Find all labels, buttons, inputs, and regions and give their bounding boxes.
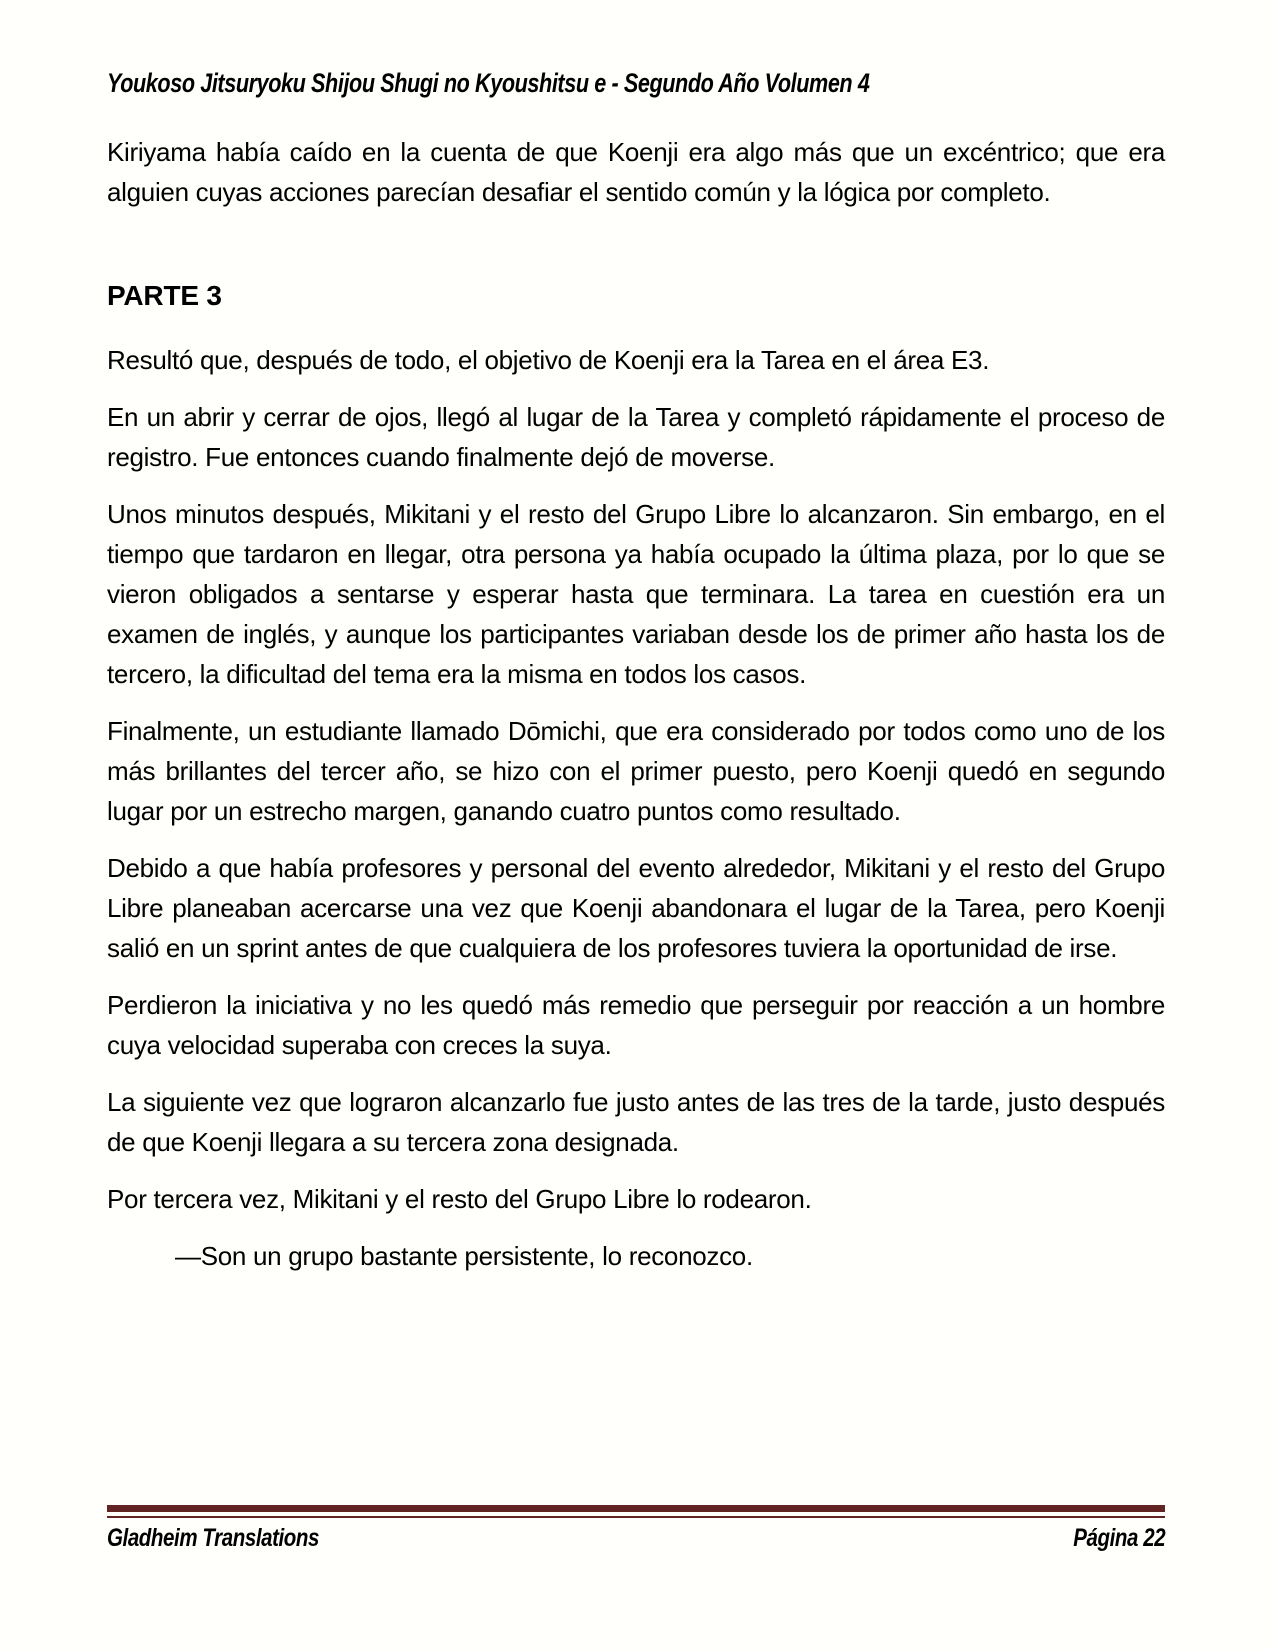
paragraph: Resultó que, después de todo, el objetivo de Koenji era la Tarea en el área E3. (107, 345, 990, 375)
dialogue-line: —Son un grupo bastante persistente, lo reconozco. (175, 1241, 753, 1271)
paragraph: Debido a que había profesores y personal del evento alrededor, Mikitani y el resto del Grupo Libre planeaban acercarse una vez que Koenji abandonara el lugar de la Tarea, pero Koenji salió en un sprint antes de que cualquiera de los profesores tuviera la oportunidad de irse. (107, 853, 1165, 963)
paragraph: Por tercera vez, Mikitani y el resto del Grupo Libre lo rodearon. (107, 1184, 812, 1214)
footer-page-number: Página 22 (1072, 1524, 1165, 1552)
page-footer (107, 1524, 1165, 1553)
paragraph: Unos minutos después, Mikitani y el resto del Grupo Libre lo alcanzaron. Sin embargo, en el tiempo que tardaron en llegar, otra persona ya había ocupado la última plaza, por lo que se vieron obligados a sentarse y esperar hasta que terminara. La tarea en cuestión era un examen de inglés, y aunque los participantes variaban desde los de primer año hasta los de tercero, la dificultad del tema era la misma en todos los casos. (107, 499, 1165, 689)
document-body (107, 132, 1165, 1293)
header-title: Youkoso Jitsuryoku Shijou Shugi no Kyoushitsu e - Segundo Año Volumen 4 (107, 68, 870, 98)
footer-divider (107, 1505, 1165, 1518)
footer-translator: Gladheim Translations (107, 1524, 320, 1552)
paragraph: Finalmente, un estudiante llamado Dōmichi, que era considerado por todos como uno de los más brillantes del tercer año, se hizo con el primer puesto, pero Koenji quedó en segundo lugar por un estrecho margen, ganando cuatro puntos como resultado. (107, 716, 1165, 826)
section-heading: PARTE 3 (107, 280, 222, 311)
paragraph: Perdieron la iniciativa y no les quedó más remedio que perseguir por reacción a un hombre cuya velocidad superaba con creces la suya. (107, 990, 1165, 1060)
paragraph: La siguiente vez que lograron alcanzarlo fue justo antes de las tres de la tarde, justo después de que Koenji llegara a su tercera zona designada. (107, 1087, 1165, 1157)
paragraph: Kiriyama había caído en la cuenta de que Koenji era algo más que un excéntrico; que era alguien cuyas acciones parecían desafiar el sentido común y la lógica por completo. (107, 137, 1165, 207)
page-header (107, 68, 1165, 99)
paragraph: En un abrir y cerrar de ojos, llegó al lugar de la Tarea y completó rápidamente el proceso de registro. Fue entonces cuando finalmente dejó de moverse. (107, 402, 1165, 472)
